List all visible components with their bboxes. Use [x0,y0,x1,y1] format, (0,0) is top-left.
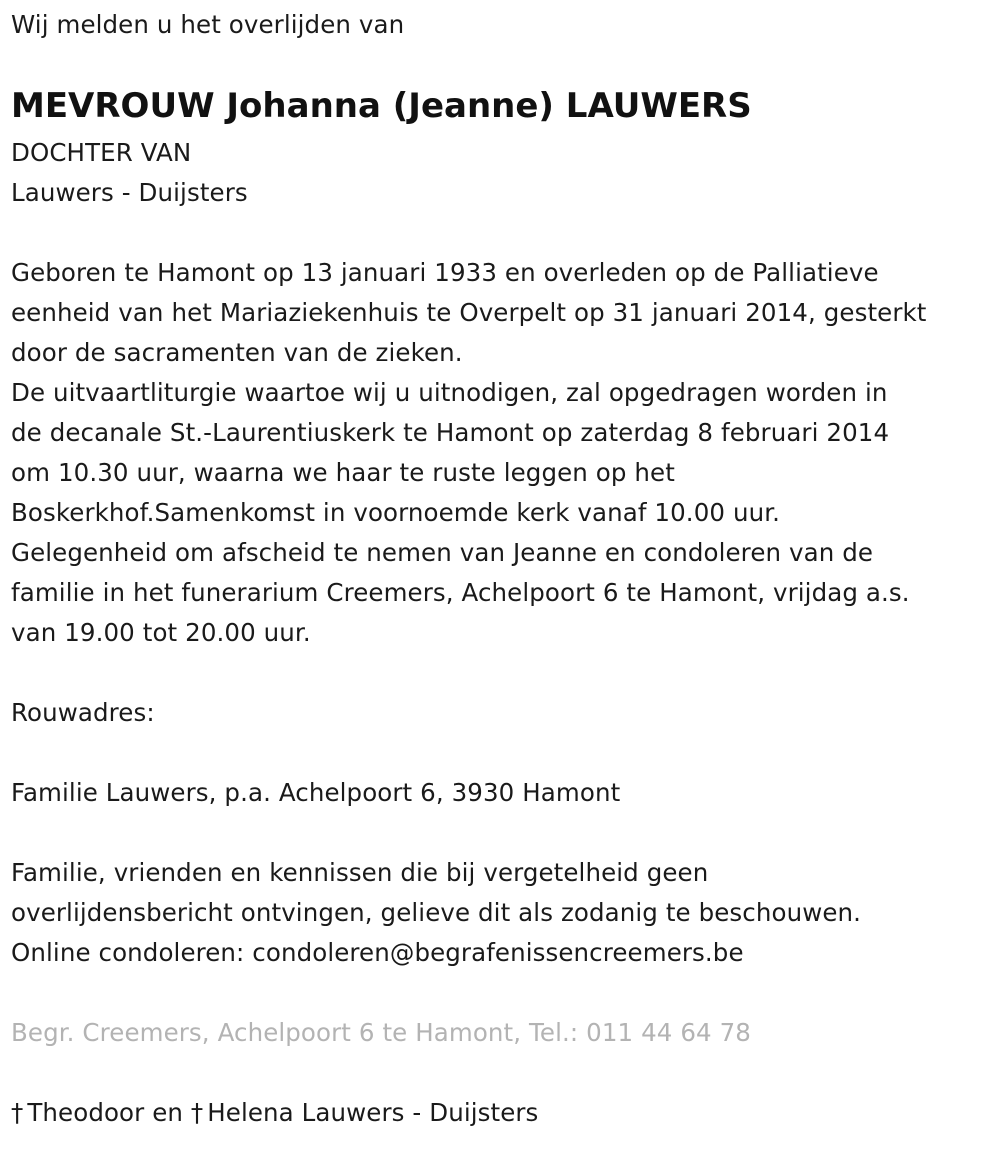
online-condolence-line: Online condoleren: condoleren@begrafenissencreemers.be [11,938,744,967]
mother-name: Helena Lauwers - Duijsters [207,1098,539,1127]
parents-section [11,133,248,213]
obituary-body [11,253,927,653]
deceased-parents-block [11,1093,538,1133]
body-line: De uitvaartliturgie waartoe wij u uitnodigen, zal opgedragen worden in [11,378,888,407]
funeral-home-block [11,1013,751,1053]
body-line: Geboren te Hamont op 13 januari 1933 en overleden op de Palliatieve [11,258,879,287]
mourning-address-label: Rouwadres: [11,698,155,727]
deceased-name: MEVROUW Johanna (Jeanne) LAUWERS [11,86,752,126]
body-line: familie in het funerarium Creemers, Achelpoort 6 te Hamont, vrijdag a.s. [11,578,910,607]
closing-line: overlijdensbericht ontvingen, gelieve dit als zodanig te beschouwen. [11,898,862,927]
body-line: om 10.30 uur, waarna we haar te ruste leggen op het [11,458,675,487]
closing-line: Familie, vrienden en kennissen die bij vergetelheid geen [11,858,709,887]
mourning-address-label-block [11,693,155,733]
intro-text: Wij melden u het overlijden van [11,10,405,39]
body-line: Gelegenheid om afscheid te nemen van Jeanne en condoleren van de [11,538,874,567]
body-line: de decanale St.-Laurentiuskerk te Hamont op zaterdag 8 februari 2014 [11,418,890,447]
mourning-address: Familie Lauwers, p.a. Achelpoort 6, 3930 Hamont [11,778,621,807]
body-line: eenheid van het Mariaziekenhuis te Overpelt op 31 januari 2014, gesterkt [11,298,927,327]
funeral-home-info: Begr. Creemers, Achelpoort 6 te Hamont, Tel.: 011 44 64 78 [11,1018,751,1047]
body-line: Boskerkhof.Samenkomst in voornoemde kerk vanaf 10.00 uur. [11,498,781,527]
mourning-address-block [11,773,620,813]
cross-icon: † [11,1098,24,1127]
cross-icon: † [190,1098,204,1127]
closing-section [11,853,861,973]
body-line: door de sacramenten van de zieken. [11,338,463,367]
father-name: Theodoor en [27,1098,184,1127]
parents-names: Lauwers - Duijsters [11,178,248,207]
deceased-parents-line [11,1093,538,1133]
body-line: van 19.00 tot 20.00 uur. [11,618,311,647]
daughter-of-label: DOCHTER VAN [11,138,192,167]
